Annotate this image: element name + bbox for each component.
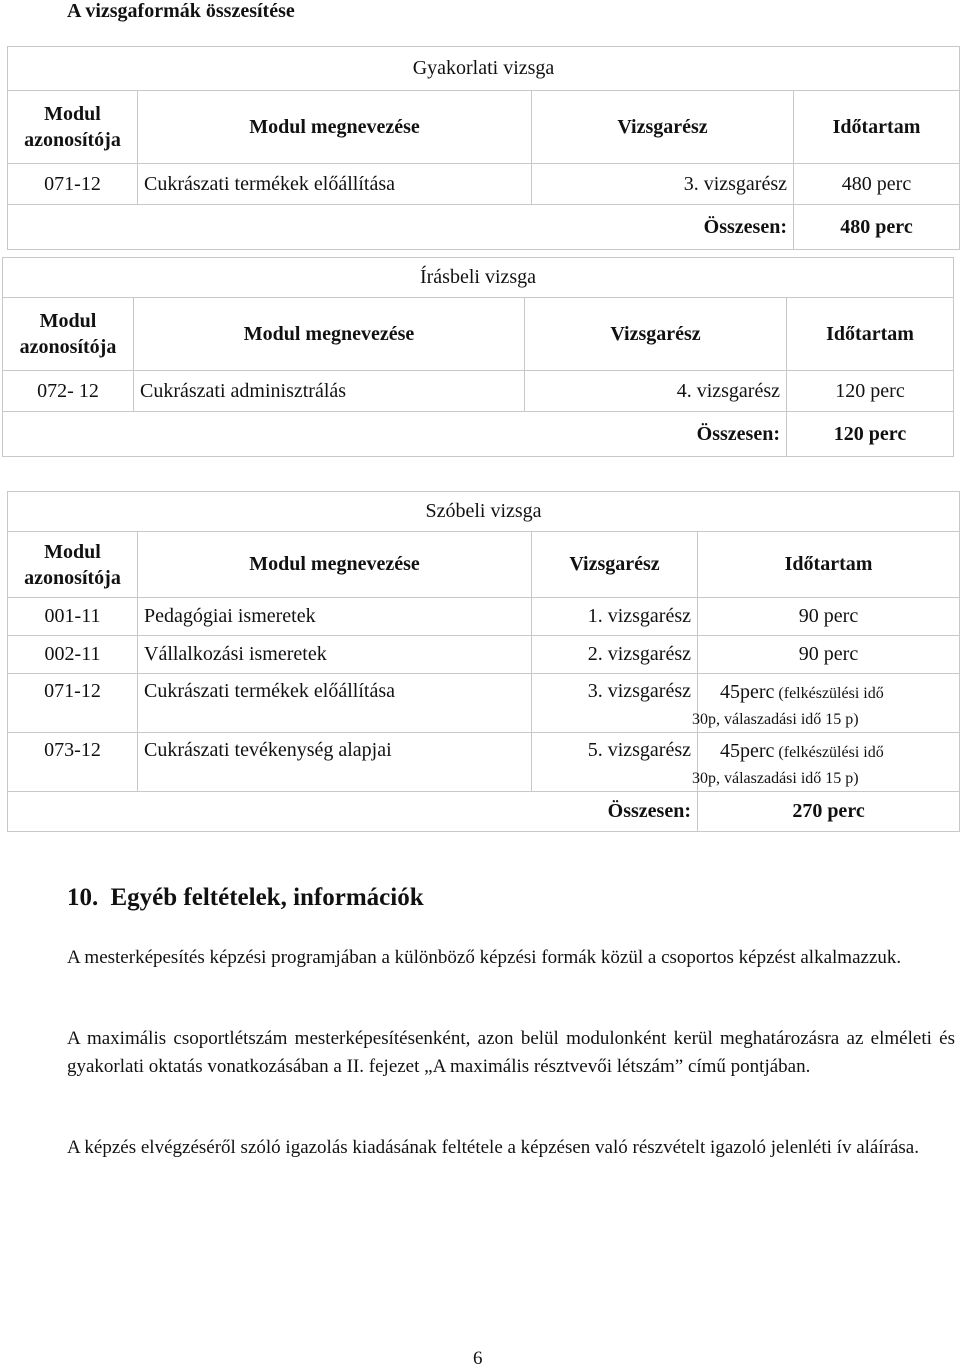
- col-header-name: Modul megnevezése: [138, 532, 532, 598]
- cell-name: Pedagógiai ismeretek: [138, 598, 532, 636]
- cell-duration: 480 perc: [794, 164, 960, 205]
- cell-part: 5. vizsgarész: [532, 733, 698, 792]
- cell-name: Cukrászati adminisztrálás: [134, 371, 525, 412]
- paragraph: A mesterképesítés képzési programjában a különböző képzési formák közül a csoportos képzést alkalmazzuk.: [67, 947, 902, 968]
- page-number: 6: [473, 1348, 483, 1369]
- cell-part: 3. vizsgarész: [532, 674, 698, 733]
- table-row: [8, 674, 960, 733]
- cell-duration: [692, 733, 960, 792]
- table-header-row: [3, 298, 954, 371]
- col-header-duration: Időtartam: [698, 532, 960, 598]
- section-title: A vizsgaformák összesítése: [67, 0, 295, 22]
- col-header-part: Vizsgarész: [532, 532, 698, 598]
- total-label: Összesen:: [8, 792, 698, 832]
- total-value: 270 perc: [698, 792, 960, 832]
- col-header-part: Vizsgarész: [525, 298, 787, 371]
- duration-note: (felkészülési idő: [774, 744, 884, 761]
- cell-duration: 120 perc: [787, 371, 954, 412]
- table-row: [8, 733, 960, 792]
- cell-id: 002-11: [8, 636, 138, 674]
- cell-id: 001-11: [8, 598, 138, 636]
- cell-id: 071-12: [8, 674, 138, 733]
- table-caption: Gyakorlati vizsga: [8, 47, 960, 91]
- total-label: Összesen:: [8, 205, 794, 250]
- table-row: [8, 164, 960, 205]
- paragraph: A képzés elvégzéséről szóló igazolás kiadásának feltétele a képzésen való részvételt igazoló jelenléti ív aláírása.: [67, 1137, 919, 1158]
- col-header-duration: Időtartam: [787, 298, 954, 371]
- cell-duration: [692, 674, 960, 733]
- total-row: [8, 792, 960, 832]
- table-row: [8, 636, 960, 674]
- table-caption: Szóbeli vizsga: [8, 492, 960, 532]
- table-header-row: [8, 532, 960, 598]
- col-header-id: Modul azonosítója: [8, 91, 138, 164]
- cell-id: 073-12: [8, 733, 138, 792]
- paragraph: A maximális csoportlétszám mesterképesítésenként, azon belül modulonként kerül meghatározásra az elméleti és gyakorlati oktatás vonatkozásában a II. fejezet „A maximális résztvevői létszám” című pontjában.: [67, 1028, 955, 1077]
- section-heading: [67, 884, 424, 912]
- cell-name: Vállalkozási ismeretek: [138, 636, 532, 674]
- total-value: 120 perc: [787, 412, 954, 457]
- cell-name: Cukrászati termékek előállítása: [138, 164, 532, 205]
- total-value: 480 perc: [794, 205, 960, 250]
- total-row: [3, 412, 954, 457]
- cell-name: Cukrászati tevékenység alapjai: [138, 733, 532, 792]
- col-header-id: Modul azonosítója: [3, 298, 134, 371]
- col-header-name: Modul megnevezése: [138, 91, 532, 164]
- col-header-part: Vizsgarész: [532, 91, 794, 164]
- duration-value: 45perc: [720, 681, 775, 703]
- col-header-name: Modul megnevezése: [134, 298, 525, 371]
- table-row: [3, 371, 954, 412]
- table-row: [8, 598, 960, 636]
- cell-name: Cukrászati termékek előállítása: [138, 674, 532, 733]
- col-header-duration: Időtartam: [794, 91, 960, 164]
- duration-value: 45perc: [720, 740, 775, 762]
- duration-note: 30p, válaszadási idő 15 p): [692, 711, 859, 728]
- table-header-row: [8, 91, 960, 164]
- cell-id: 071-12: [8, 164, 138, 205]
- cell-duration: 90 perc: [698, 636, 960, 674]
- total-row: [8, 205, 960, 250]
- cell-part: 2. vizsgarész: [532, 636, 698, 674]
- cell-part: 3. vizsgarész: [532, 164, 794, 205]
- total-label: Összesen:: [3, 412, 787, 457]
- col-header-id: Modul azonosítója: [8, 532, 138, 598]
- written-exam-table: [2, 257, 954, 457]
- section-number: 10.: [67, 884, 99, 911]
- oral-exam-table: [7, 491, 960, 832]
- section-heading-title: Egyéb feltételek, információk: [110, 884, 424, 911]
- duration-note: (felkészülési idő: [774, 685, 884, 702]
- cell-id: 072- 12: [3, 371, 134, 412]
- cell-part: 1. vizsgarész: [532, 598, 698, 636]
- cell-duration: 90 perc: [698, 598, 960, 636]
- cell-part: 4. vizsgarész: [525, 371, 787, 412]
- practical-exam-table: [7, 46, 960, 250]
- duration-note: 30p, válaszadási idő 15 p): [692, 770, 859, 787]
- table-caption: Írásbeli vizsga: [3, 258, 954, 298]
